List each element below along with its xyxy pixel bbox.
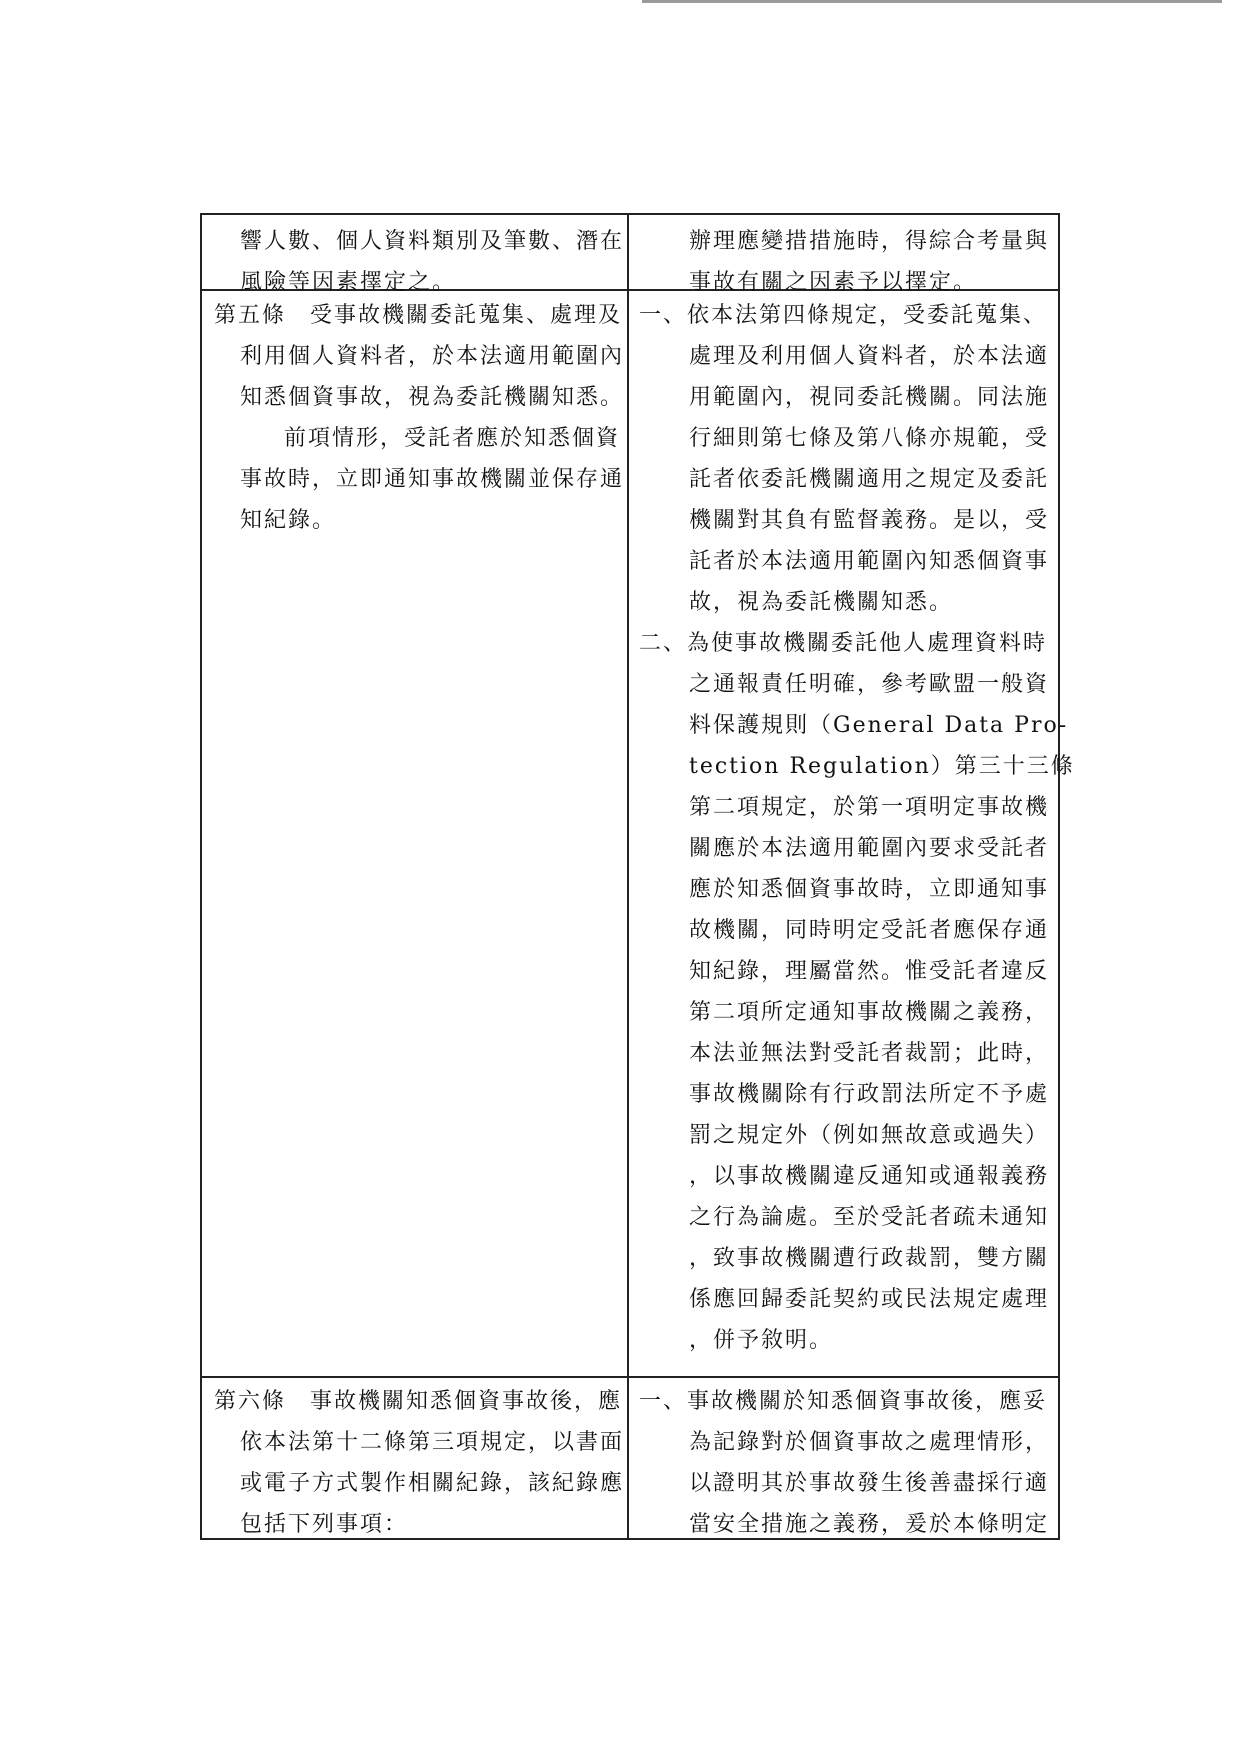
explanation-5-item2-line-1: 二、為使事故機關委託他人處理資料時 [639,631,1048,656]
article-5-line-6: 知紀錄。 [240,508,337,533]
article-5-line-4: 前項情形，受託者應於知悉個資 [284,426,621,451]
explanation-5-item1-line-7: 託者於本法適用範圍內知悉個資事 [689,549,1050,574]
explanation-6-line-1: 一、事故機關於知悉個資事故後，應妥 [639,1389,1048,1414]
explanation-5-item2-line-3: 料保護規則（General Data Pro- [689,713,1069,738]
article-6-line-3: 或電子方式製作相關紀錄，該紀錄應 [240,1471,625,1496]
article-6-text [214,1381,624,1545]
explanation-6-line-4: 當安全措施之義務，爰於本條明定 [689,1512,1050,1537]
row1-left-line-1: 響人數、個人資料類別及筆數、潛在 [240,229,625,254]
explanation-5-item1-line-3: 用範圍內，視同委託機關。同法施 [689,385,1050,410]
explanation-5-item1-line-6: 機關對其負有監督義務。是以，受 [689,508,1050,533]
row1-left-cell [240,221,624,303]
explanation-6-line-2: 為記錄對於個資事故之處理情形， [689,1430,1050,1455]
explanation-5-item2-line-2: 之通報責任明確，參考歐盟一般資 [689,672,1050,697]
article-6-line-2: 依本法第十二條第三項規定，以書面 [240,1430,625,1455]
explanation-5-item2-line-13: 罰之規定外（例如無故意或過失） [689,1123,1050,1148]
row1-left-line-2: 風險等因素擇定之。 [240,270,457,295]
explanation-5-item2-line-18: ，併予敘明。 [689,1328,834,1353]
article-5-line-1: 第五條 受事故機關委託蒐集、處理及 [214,303,623,328]
article-5-line-2: 利用個人資料者，於本法適用範圍內 [240,344,625,369]
row1-right-cell [689,221,1059,303]
explanation-5-item2-line-16: ，致事故機關遭行政裁罰，雙方關 [689,1246,1050,1271]
explanation-5-item1-line-5: 託者依委託機關適用之規定及委託 [689,467,1050,492]
row1-right-line-2: 事故有關之因素予以擇定。 [689,270,978,295]
explanation-5-item2-line-9: 知紀錄，理屬當然。惟受託者違反 [689,959,1050,984]
explanation-5-item2-line-17: 係應回歸委託契約或民法規定處理 [689,1287,1050,1312]
explanation-6-line-3: 以證明其於事故發生後善盡採行適 [689,1471,1050,1496]
explanation-5-item1-line-4: 行細則第七條及第八條亦規範，受 [689,426,1050,451]
row1-right-line-1: 辦理應變措措施時，得綜合考量與 [689,229,1050,254]
column-divider [627,215,629,1538]
explanation-5-item2-line-5: 第二項規定，於第一項明定事故機 [689,795,1050,820]
explanation-5-item2-line-14: ，以事故機關違反通知或通報義務 [689,1164,1050,1189]
explanation-5-item2-line-15: 之行為論處。至於受託者疏未通知 [689,1205,1050,1230]
article-6-explanation [639,1381,1059,1545]
article-6-line-4: 包括下列事項： [240,1512,409,1537]
explanation-5-item2-line-10: 第二項所定通知事故機關之義務， [689,1000,1050,1025]
top-edge-rule [642,0,1222,3]
article-5-explanation [639,295,1075,1361]
explanation-5-item2-line-7: 應於知悉個資事故時，立即通知事 [689,877,1050,902]
explanation-5-item2-line-11: 本法並無法對受託者裁罰；此時， [689,1041,1050,1066]
row-divider-2 [202,1376,1058,1378]
article-5-text [214,295,624,541]
explanation-5-item2-line-6: 關應於本法適用範圍內要求受託者 [689,836,1050,861]
explanation-5-item1-line-1: 一、依本法第四條規定，受委託蒐集、 [639,303,1048,328]
article-5-line-3: 知悉個資事故，視為委託機關知悉。 [240,385,625,410]
explanation-5-item2-line-12: 事故機關除有行政罰法所定不予處 [689,1082,1050,1107]
comparison-table [200,213,1075,1540]
article-5-line-5: 事故時，立即通知事故機關並保存通 [240,467,625,492]
explanation-5-item2-line-8: 故機關，同時明定受託者應保存通 [689,918,1050,943]
explanation-5-item1-line-2: 處理及利用個人資料者，於本法適 [689,344,1050,369]
explanation-5-item2-line-4: tection Regulation）第三十三條 [689,754,1075,779]
article-6-line-1: 第六條 事故機關知悉個資事故後，應 [214,1389,623,1414]
explanation-5-item1-line-8: 故，視為委託機關知悉。 [689,590,954,615]
